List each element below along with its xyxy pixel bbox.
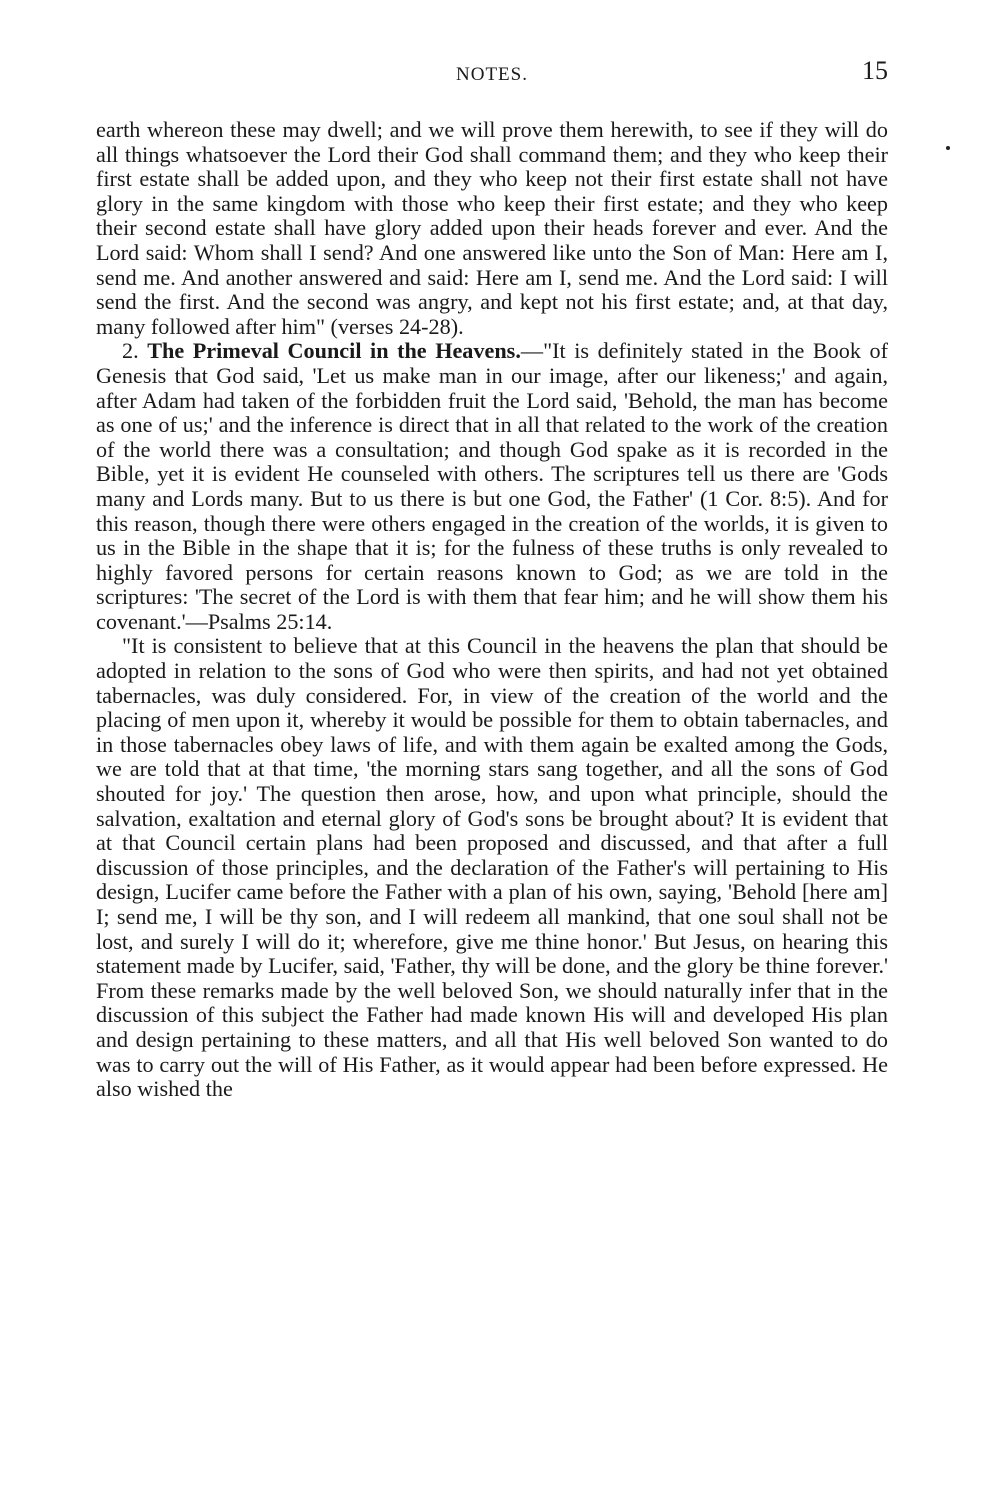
print-speck — [946, 146, 950, 150]
paragraph-primeval-council — [96, 339, 888, 634]
paragraph-continuation: earth whereon these may dwell; and we will prove them herewith, to see if they will do all things whatsoever the Lord their God shall command them; and they who keep their first estate shall be added upon, and they who keep not their first estate shall not have glory in the same kingdom with those who keep their first estate; and they who keep their second estate shall have glory added upon their heads forever and ever. And the Lord said: Whom shall I send? And one answered like unto the Son of Man: Here am I, send me. And another answered and said: Here am I, send me. And the Lord said: I will send the first. And the second was angry, and kept not his first estate; and, at that day, many followed after him" (verses 24-28). — [96, 117, 888, 339]
note-number: 2. — [122, 338, 139, 364]
page-body — [96, 118, 888, 1102]
page-header — [96, 56, 888, 90]
note-text: —"It is definitely stated in the Book of Genesis that God said, 'Let us make man in our image, after our likeness;' and again, after Adam had taken of the forbidden fruit the Lord said, 'Behold, the man has become as one of us;' and the inference is direct that in all that related to the work of the creation of the world there was a consultation; and though God spake as it is recorded in the Bible, yet it is evident He counseled with others. The scriptures tell us there are 'Gods many and Lords many. But to us there is but one God, the Father' (1 Cor. 8:5). And for this reason, though there were others engaged in the creation of the worlds, it is given to us in the Bible in the shape that it is; for the fulness of these truths is only revealed to highly favored persons for certain reasons known to God; as we are told in the scriptures: 'The secret of the Lord is with them that fear him; and he will show them his covenant.'—Psalms 25:14. — [96, 338, 888, 634]
page-number: 15 — [862, 56, 888, 85]
paragraph-council-plan: "It is consistent to believe that at this Council in the heavens the plan that should be adopted in relation to the sons of God who were then spirits, and had not yet obtained tabernacles, was duly considered. For, in view of the creation of the world and the placing of men upon it, whereby it would be possible for them to obtain tabernacles, and in those tabernacles obey laws of life, and with them again be exalted among the Gods, we are told that at that time, 'the morning stars sang together, and all the sons of God shouted for joy.' The question then arose, how, and upon what principle, should the salvation, exaltation and eternal glory of God's sons be brought about? It is evident that at that Council certain plans had been proposed and discussed, and that after a full discussion of those principles, and the declaration of the Father's will pertaining to His design, Lucifer came before the Father with a plan of his own, saying, 'Behold [here am] I; send me, I will be thy son, and I will redeem all mankind, that one soul shall not be lost, and surely I will do it; wherefore, give me thine honor.' But Jesus, on hearing this statement made by Lucifer, said, 'Father, thy will be done, and the glory be thine forever.' From these remarks made by the well beloved Son, we should naturally infer that in the discussion of this subject the Father had made known His will and developed His plan and design pertaining to these matters, and all that His well beloved Son wanted to do was to carry out the will of His Father, as it would appear had been before expressed. He also wished the — [96, 633, 888, 1102]
note-heading: The Primeval Council in the Heavens. — [147, 338, 521, 364]
running-title: NOTES. — [456, 64, 528, 85]
